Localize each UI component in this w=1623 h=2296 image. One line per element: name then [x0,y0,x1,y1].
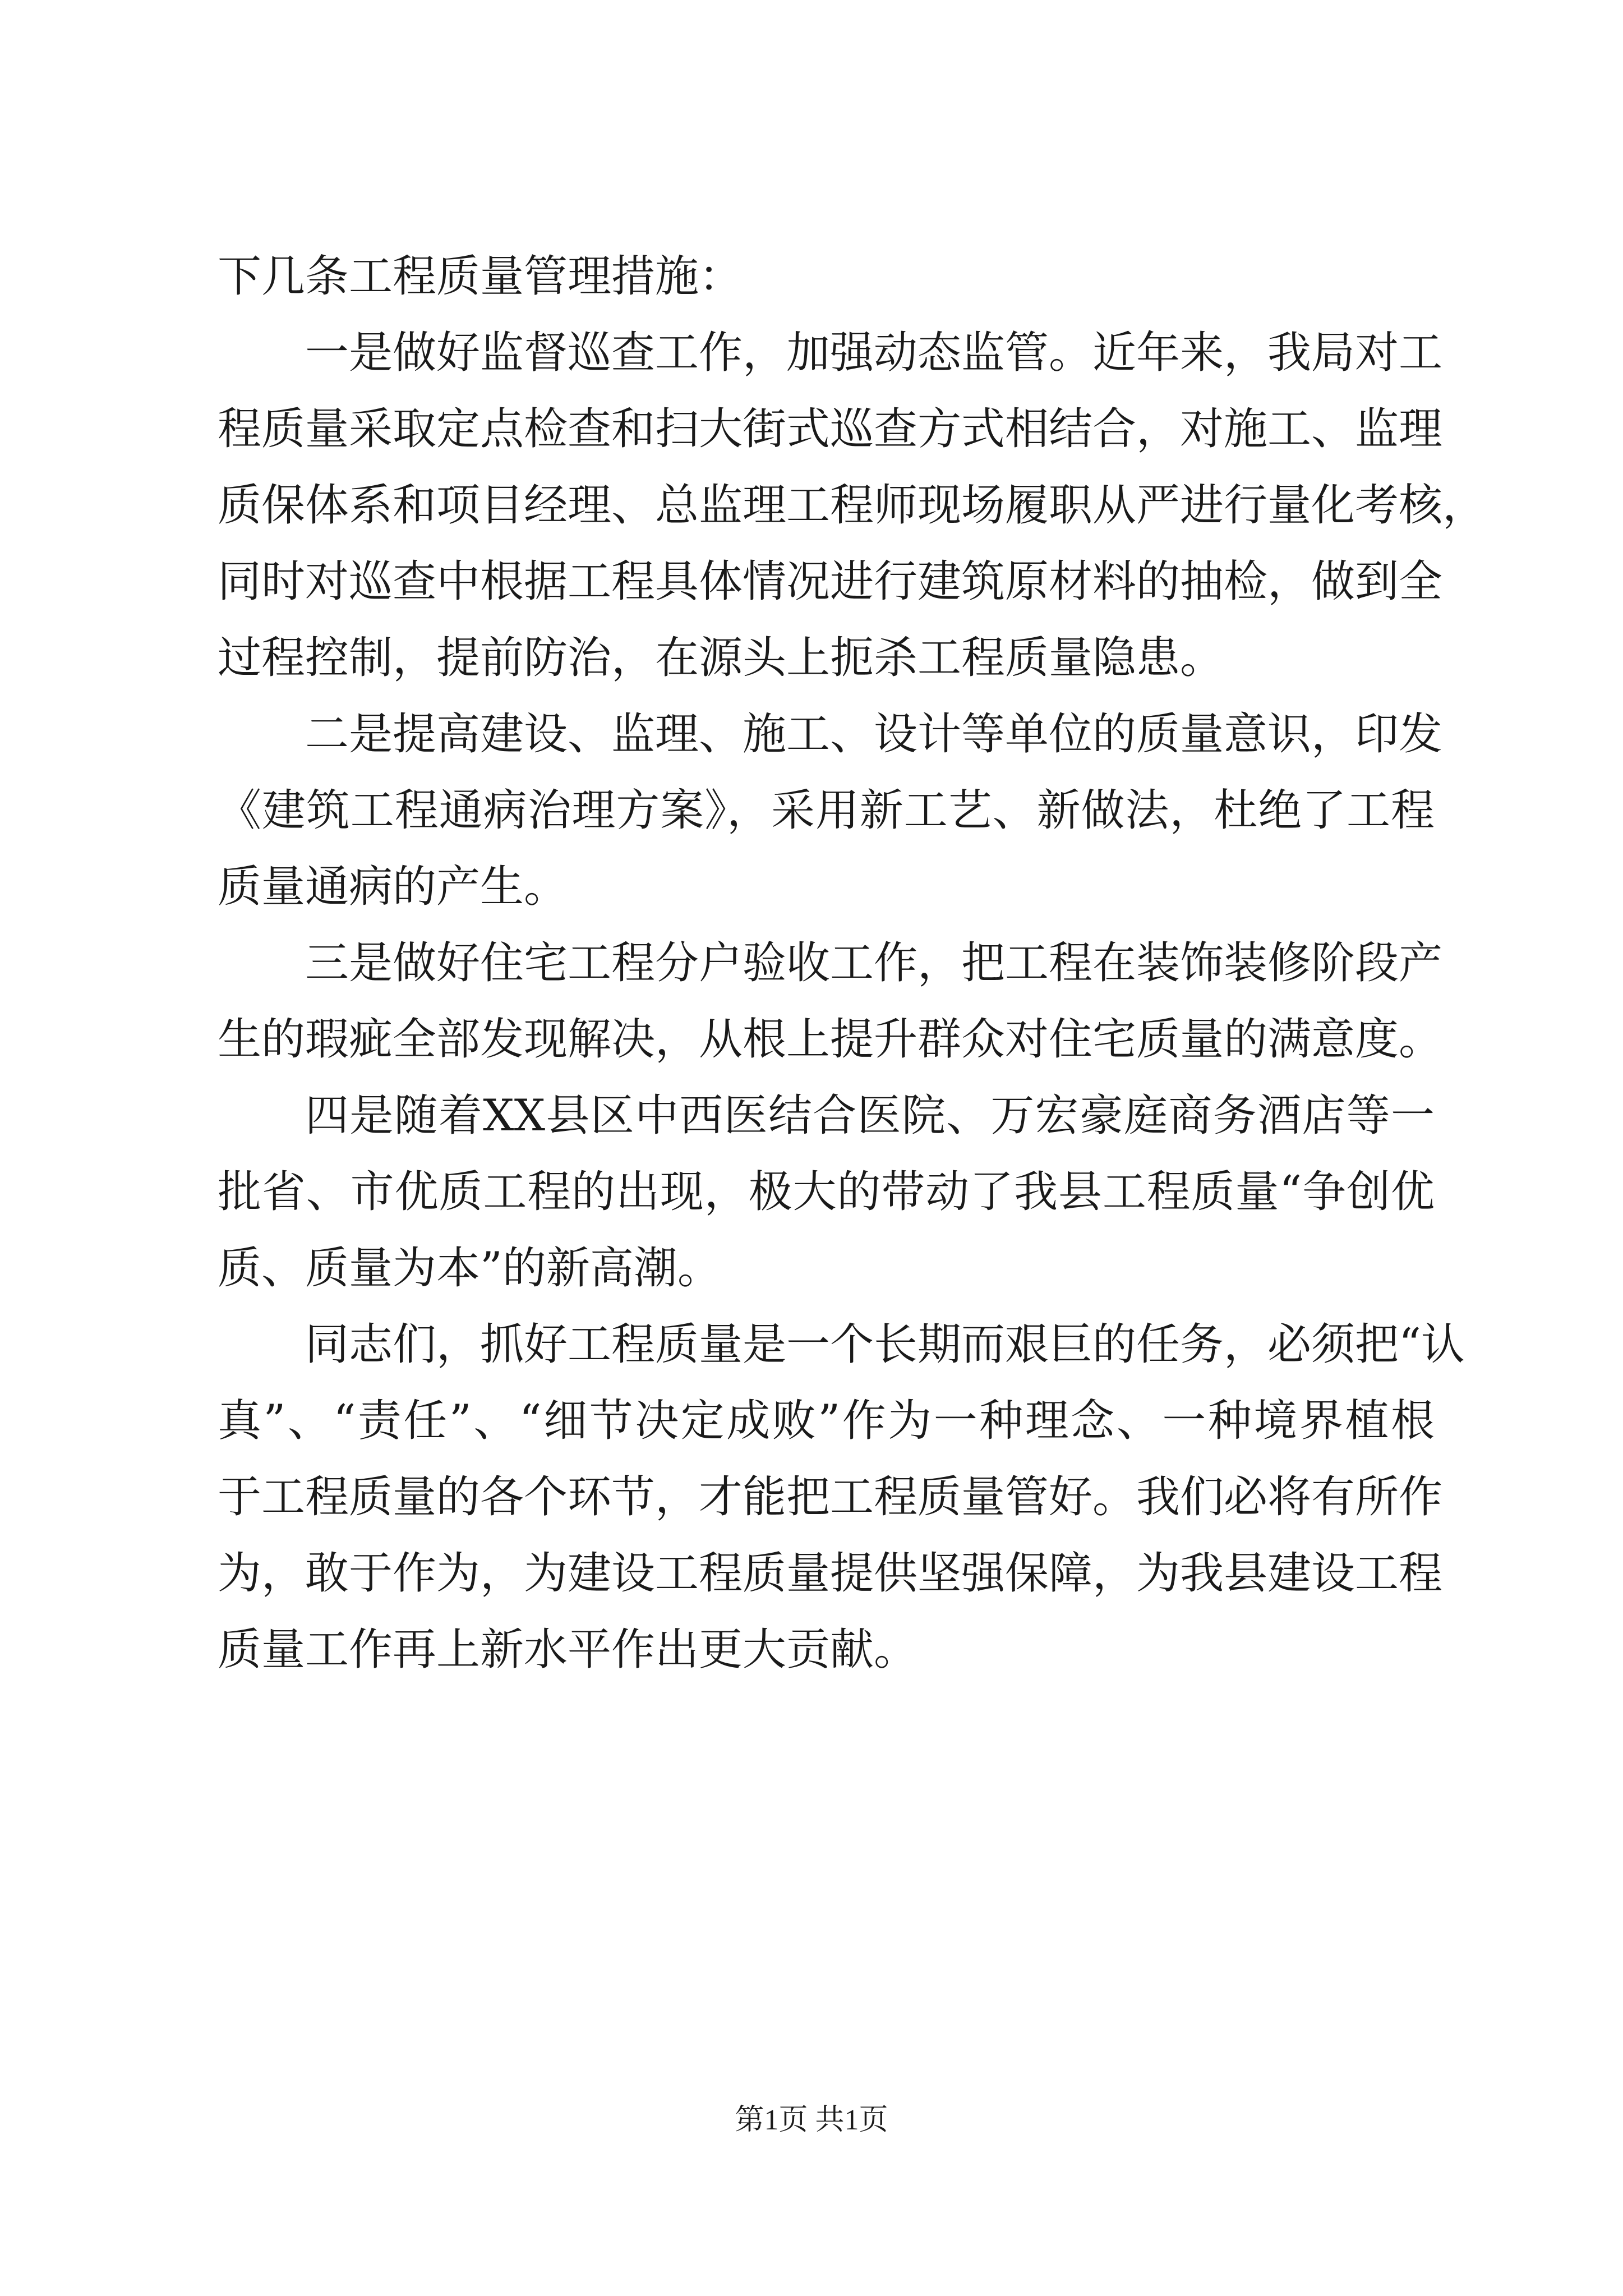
text-line: 于工程质量的各个环节，才能把工程质量管好。我们必将有所作 [218,1472,1443,1522]
text-line: 程质量采取定点检查和扫大街式巡查方式相结合，对施工、监理 [218,404,1443,454]
text-line: 《建筑工程通病治理方案》，采用新工艺、新做法，杜绝了工程 [218,785,1435,836]
text-line: 质量通病的产生。 [218,862,568,912]
text-line: 二是提高建设、监理、施工、设计等单位的质量意识，印发 [305,709,1443,760]
body-text [218,238,1487,1688]
text-line: 四是随着XX县区中西医结合医院、万宏豪庭商务酒店等一 [305,1091,1435,1141]
text-line: 质、质量为本”的新高潮。 [218,1243,721,1294]
text-line: 同时对巡查中根据工程具体情况进行建筑原材料的抽检，做到全 [218,556,1443,607]
text-line: 一是做好监督巡查工作，加强动态监管。近年来，我局对工 [305,328,1443,378]
text-line: 质保体系和项目经理、总监理工程师现场履职从严进行量化考核， [218,480,1487,531]
text-line: 为，敢于作为，为建设工程质量提供坚强保障，为我县建设工程 [218,1548,1443,1599]
page-footer: 第1页 共1页 [735,2104,888,2136]
text-line: 下几条工程质量管理措施： [218,251,743,302]
text-line: 质量工作再上新水平作出更大贡献。 [218,1625,918,1675]
text-line: 生的瑕疵全部发现解决，从根上提升群众对住宅质量的满意度。 [218,1014,1443,1065]
text-line: 同志们，抓好工程质量是一个长期而艰巨的任务，必须把“认 [305,1319,1465,1370]
text-line: 批省、市优质工程的出现，极大的带动了我县工程质量“争创优 [218,1167,1435,1217]
text-line: 三是做好住宅工程分户验收工作，把工程在装饰装修阶段产 [305,938,1443,988]
text-line: 过程控制，提前防治，在源头上扼杀工程质量隐患。 [218,633,1224,683]
text-line: 真”、“责任”、“细节决定成败”作为一种理念、一种境界植根 [218,1396,1435,1446]
